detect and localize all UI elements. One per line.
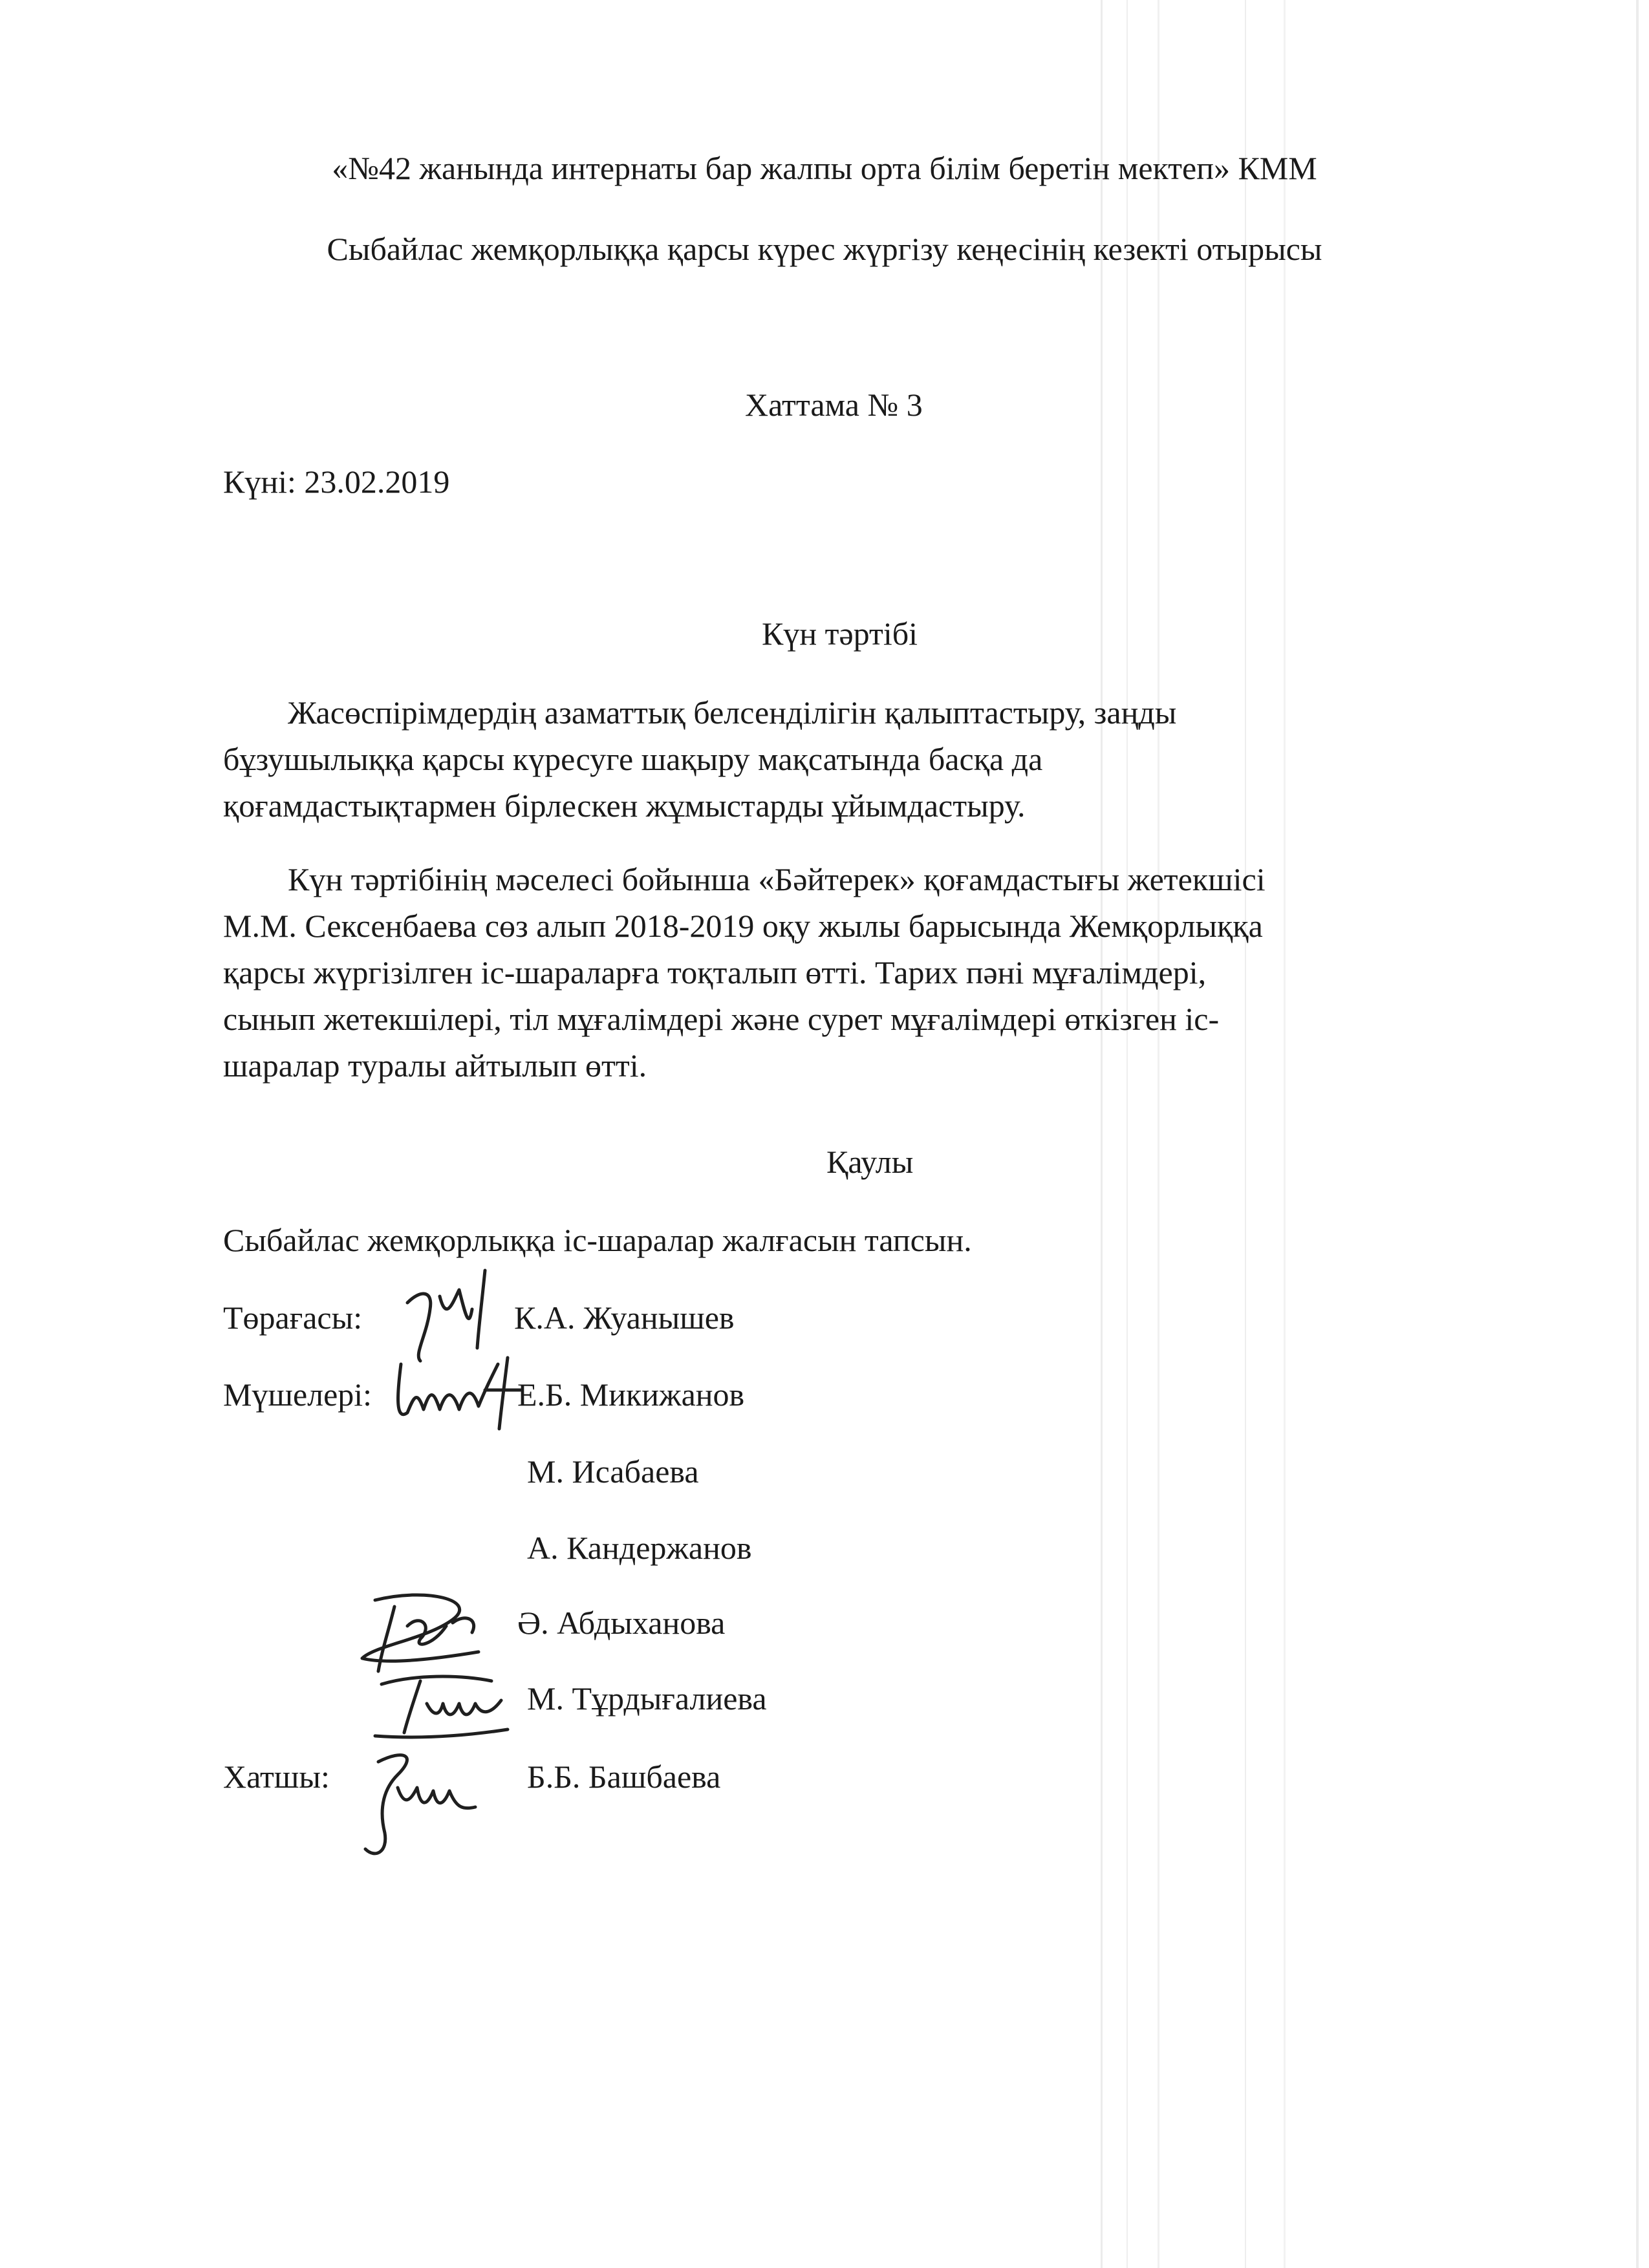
secretary-name: Б.Б. Башбаева	[527, 1759, 721, 1795]
member-name: Ә. Абдыханова	[517, 1605, 726, 1641]
member-signature	[349, 1587, 491, 1678]
member-signature	[362, 1665, 511, 1742]
scan-streak	[1245, 0, 1246, 2268]
secretary-signature	[339, 1736, 488, 1865]
scan-streak	[1284, 0, 1286, 2268]
discussion-line: шаралар туралы айтылып өтті.	[223, 1047, 647, 1084]
scan-streak	[1126, 0, 1128, 2268]
protocol-date: Күні: 23.02.2019	[223, 464, 450, 500]
agenda-heading: Күн тәртібі	[762, 615, 918, 652]
member-name: М. Исабаева	[527, 1453, 699, 1490]
agenda-line: Жасөспірімдердің азаматтық белсенділігін қалыптастыру, заңды	[288, 694, 1177, 731]
institution-title: «№42 жанында интернаты бар жалпы орта білім беретін мектеп» КММ	[332, 150, 1317, 186]
discussion-line: сынып жетекшілері, тіл мұғалімдері және сурет мұғалімдері өткізген іс-	[223, 1001, 1220, 1037]
resolution-heading: Қаулы	[826, 1144, 914, 1180]
resolution-text: Сыбайлас жемқорлыққа іс-шаралар жалғасын тапсын.	[223, 1222, 972, 1258]
council-title: Сыбайлас жемқорлыққа қарсы күрес жүргізу кеңесінің кезекті отырысы	[327, 231, 1322, 267]
member-signature	[388, 1351, 524, 1435]
member-name: М. Тұрдығалиева	[527, 1680, 767, 1717]
secretary-label: Хатшы:	[223, 1759, 330, 1795]
agenda-paragraph	[223, 689, 1465, 829]
agenda-line: қоғамдастықтармен бірлескен жұмыстарды ұйымдастыру.	[223, 787, 1026, 824]
chair-name: К.А. Жуанышев	[514, 1300, 735, 1336]
discussion-line: қарсы жүргізілген іс-шараларға тоқталып өтті. Тарих пәні мұғалімдері,	[223, 954, 1207, 990]
member-name: А. Кандержанов	[527, 1530, 752, 1566]
chair-label: Төрағасы:	[223, 1300, 363, 1336]
scan-streak	[1636, 0, 1639, 2268]
protocol-title: Хаттама № 3	[745, 387, 923, 423]
discussion-line: М.М. Сексенбаева сөз алып 2018-2019 оқу жылы барысында Жемқорлыққа	[223, 908, 1263, 944]
agenda-line: бұзушылыққа қарсы күресуге шақыру мақсатында басқа да	[223, 741, 1043, 777]
scan-streak	[1101, 0, 1103, 2268]
members-label: Мүшелері:	[223, 1376, 372, 1413]
discussion-line: Күн тәртібінің мәселесі бойынша «Бәйтерек» қоғамдастығы жетекшісі	[288, 861, 1266, 897]
discussion-paragraph	[223, 856, 1465, 1089]
member-name: Е.Б. Микижанов	[517, 1376, 745, 1413]
scan-streak	[1158, 0, 1159, 2268]
